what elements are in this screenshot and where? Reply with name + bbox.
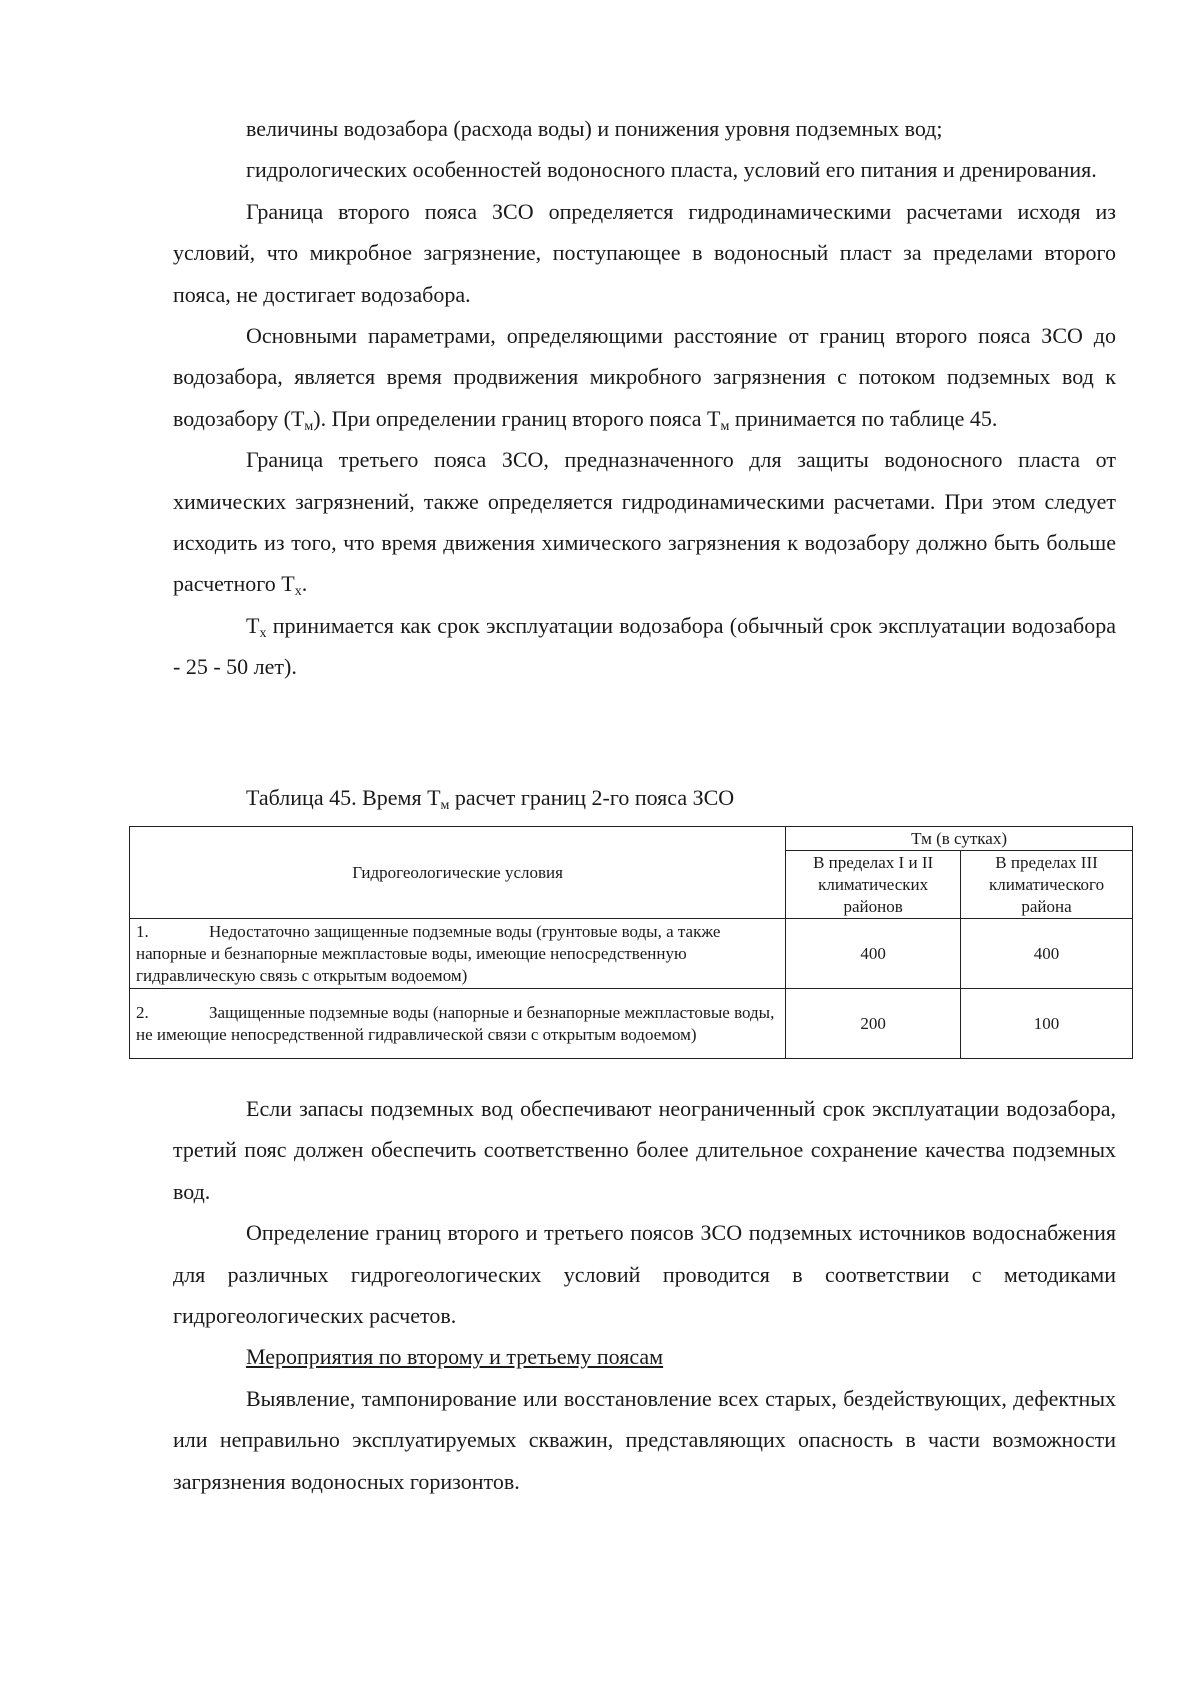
section-heading-text: Мероприятия по второму и третьему поясам	[246, 1344, 664, 1370]
row-2-conditions: 2. Защищенные подземные воды (напорные и безнапорные межпластовые воды, не имеющие непосредственной гидравлической связи с открытым водоемом)	[130, 989, 786, 1059]
row-2-value-1: 200	[786, 989, 961, 1059]
header-climate-1-2: В пределах I и II климатических районов	[786, 851, 961, 919]
subscript-m: м	[720, 418, 730, 434]
paragraph-second-belt-boundary: Граница второго пояса ЗСО определяется гидродинамическими расчетами исходя из условий, что микробное загрязнение, поступающее в водоносный пласт за пределами второго пояса, не достигает водозабора.	[173, 198, 1116, 307]
row-1-value-2: 400	[961, 919, 1133, 989]
header-conditions: Гидрогеологические условия	[130, 827, 786, 919]
table-row	[130, 989, 1133, 1059]
header-climate-3: В пределах III климатического района	[961, 851, 1133, 919]
paragraph-groundwater-reserves: Если запасы подземных вод обеспечивают неограниченный срок эксплуатации водозабора, третий пояс должен обеспечить соответственно более длительное сохранение качества подземных вод.	[173, 1096, 1116, 1204]
subscript-x: х	[259, 625, 267, 641]
row-number: 2.	[136, 1002, 149, 1022]
section-heading	[173, 1336, 1116, 1377]
paragraph-water-intake: величины водозабора (расхода воды) и понижения уровня подземных вод;	[246, 116, 943, 141]
row-1-value-1: 400	[786, 919, 961, 989]
paragraph-tx-definition: $Т_х$ принимается как срок эксплуатации водозабора (обычный срок эксплуатации водозабора - 25 - 50 лет).	[173, 612, 1116, 680]
paragraph-boundary-determination: Определение границ второго и третьего поясов ЗСО подземных источников водоснабжения для различных гидрогеологических условий проводится в соответствии с методиками гидрогеологических расчетов.	[173, 1220, 1116, 1329]
row-2-value-2: 100	[961, 989, 1133, 1059]
table-caption: Таблица 45. Время $Т_м$ расчет границ 2-го пояса ЗСО	[246, 785, 735, 813]
subscript-m: м	[440, 798, 450, 813]
row-number: 1.	[136, 921, 149, 941]
row-1-conditions: 1. Недостаточно защищенные подземные воды (грунтовые воды, а также напорные и безнапорные межпластовые воды, имеющие непосредственную гидравлическую связь с открытым водоемом)	[130, 919, 786, 989]
paragraph-hydrologic-features: гидрологических особенностей водоносного пласта, условий его питания и дренирования.	[246, 157, 1097, 183]
paragraph-third-belt-boundary: Граница третьего пояса ЗСО, предназначенного для защиты водоносного пласта от химических загрязнений, также определяется гидродинамическими расчетами. При этом следует исходить из того, что время движения химического загрязнения к водозабору должно быть больше расчетного $Т_х$.	[173, 447, 1116, 600]
subscript-m: м	[304, 418, 314, 434]
paragraph-tm-parameters: Основными параметрами, определяющими расстояние от границ второго пояса ЗСО до водозабора, является время продвижения микробного загрязнения с потоком подземных вод к водозабору $(Т_м)$. При определении границ второго пояса $Т_м$ принимается по таблице 45.	[173, 323, 1116, 434]
subscript-x: х	[294, 584, 302, 600]
header-tm: Тм (в сутках)	[786, 827, 1133, 851]
table-row	[130, 919, 1133, 989]
text-block-bottom	[173, 1088, 1116, 1502]
text-block-top	[173, 108, 1116, 688]
paragraph-wells-identification: Выявление, тампонирование или восстановление всех старых, бездействующих, дефектных или неправильно эксплуатируемых скважин, представляющих опасность в части возможности загрязнения водоносных горизонтов.	[173, 1385, 1116, 1494]
table-45	[129, 826, 1133, 1059]
